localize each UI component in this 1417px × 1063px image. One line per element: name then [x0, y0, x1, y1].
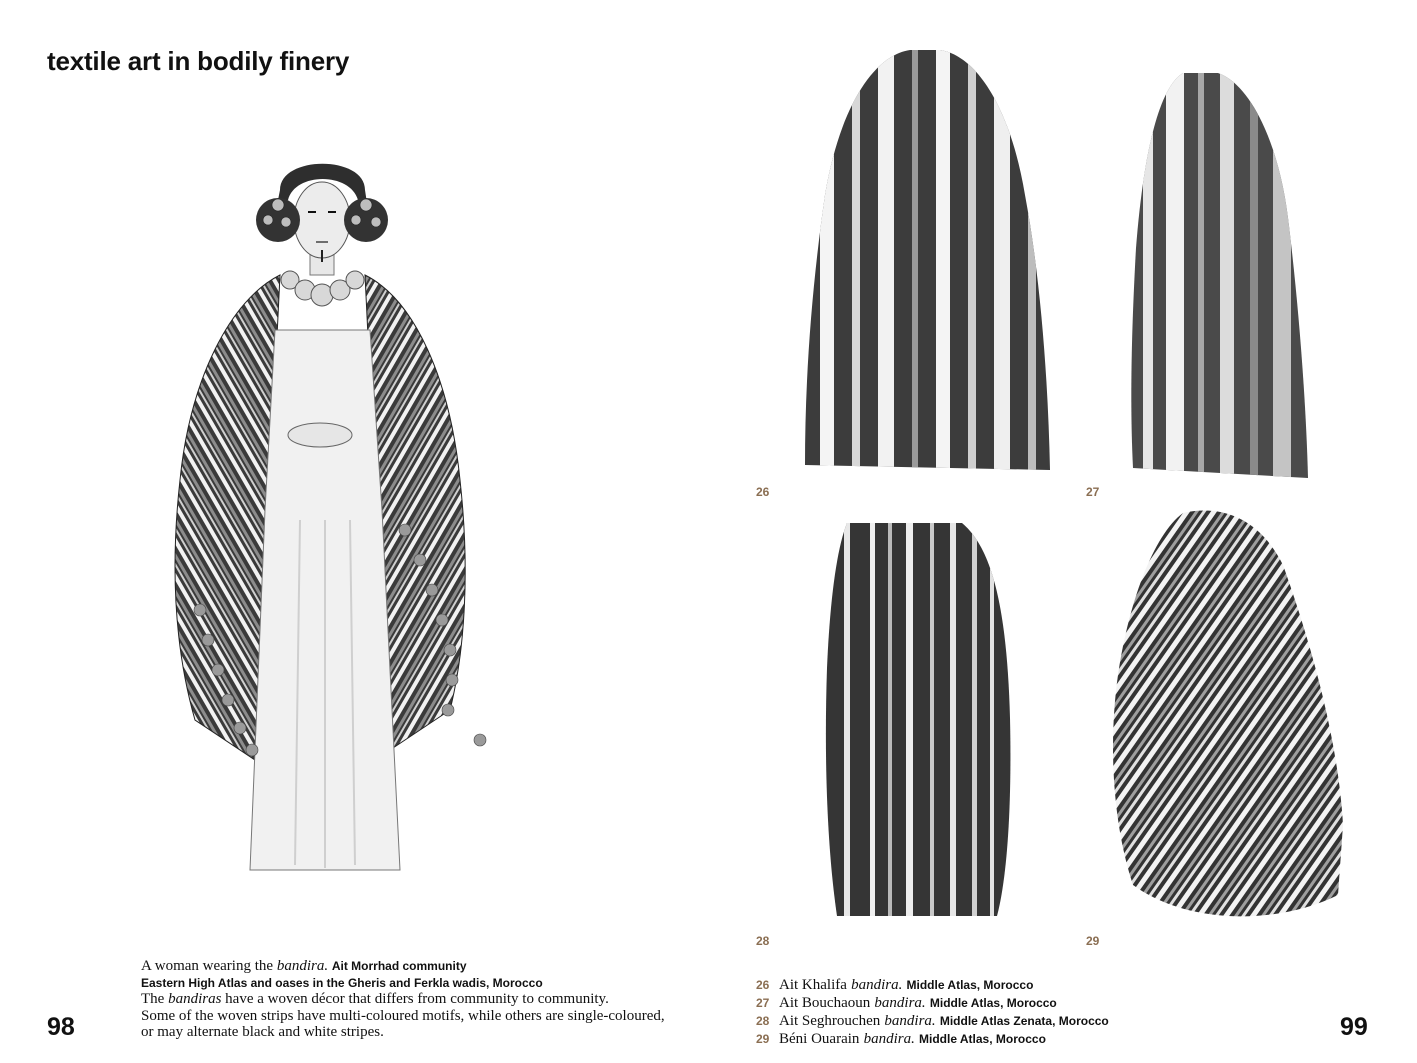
caption-row: 26 Ait Khalifa bandira. Middle Atlas, Morocco: [756, 977, 1034, 993]
section-title: textile art in bodily finery: [47, 46, 350, 76]
bandira-photo-26: [800, 45, 1055, 480]
figure-number-28: 28: [756, 934, 770, 948]
page-number-right: 99: [1340, 1013, 1368, 1041]
photo-captions: [756, 976, 1109, 1048]
figure-number-27: 27: [1086, 485, 1100, 499]
figure-number-29: 29: [1086, 934, 1100, 948]
caption-line-1: A woman wearing the bandira. Ait Morrhad community: [141, 958, 467, 974]
caption-line-5: or may alternate black and white stripes.: [141, 1024, 384, 1040]
caption-line-4: Some of the woven strips have multi-coloured motifs, while others are single-coloured,: [141, 1007, 665, 1024]
caption-line-3: The bandiras have a woven décor that differs from community to community.: [141, 991, 609, 1007]
bandira-photo-29: [1108, 505, 1348, 925]
illustration-caption: [141, 958, 701, 1041]
figure-number-26: 26: [756, 485, 770, 499]
caption-row: 28 Ait Seghrouchen bandira. Middle Atlas Zenata, Morocco: [756, 1013, 1109, 1029]
caption-row: 29 Béni Ouarain bandira. Middle Atlas, Morocco: [756, 1031, 1046, 1047]
caption-line-2: Eastern High Atlas and oases in the Gheris and Ferkla wadis, Morocco: [141, 975, 543, 990]
caption-row: 27 Ait Bouchaoun bandira. Middle Atlas, Morocco: [756, 995, 1057, 1011]
bandira-photo-27: [1128, 68, 1310, 480]
bandira-photo-28: [822, 518, 1012, 918]
woman-illustration: [160, 150, 500, 880]
page-number-left: 98: [47, 1013, 75, 1041]
